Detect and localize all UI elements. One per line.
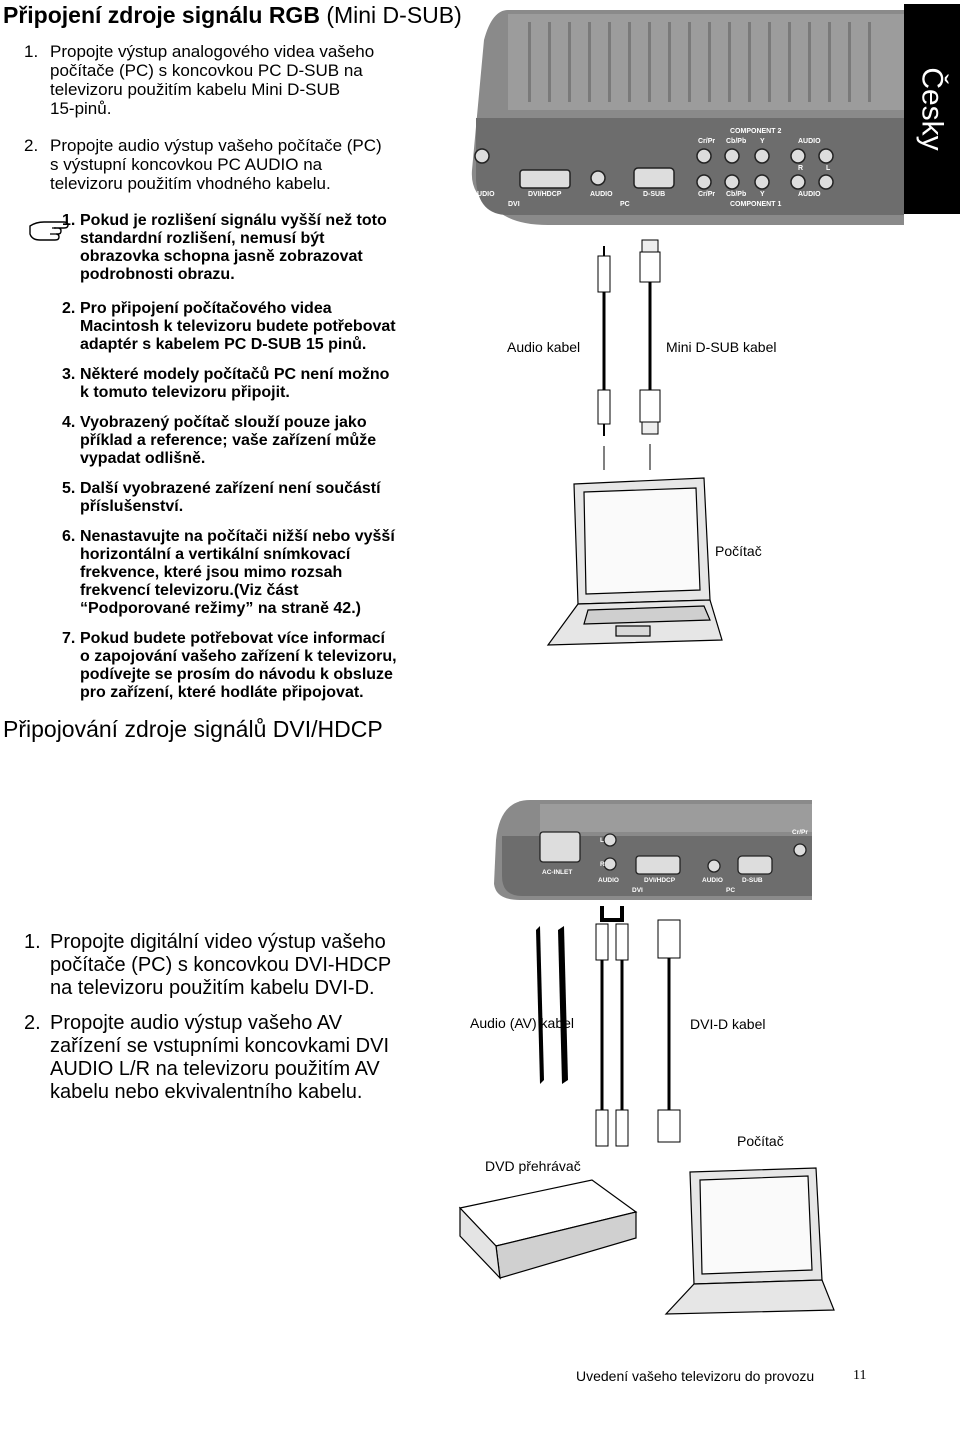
audio-jack-icon	[475, 149, 489, 163]
label-computer-2: Počítač	[737, 1133, 784, 1149]
note-text: Některé modely počítačů PC není možno k tomuto televizoru připojit.	[80, 366, 390, 401]
label-dvd-player: DVD přehrávač	[485, 1158, 581, 1174]
panel-y-2: Y	[760, 191, 765, 198]
note-text: Pro připojení počítačového videa Macintosh k televizoru budete potřebovat adaptér s kabelem PC D-SUB 15 pinů.	[80, 300, 396, 353]
section-title-bold: Připojení zdroje signálu RGB	[3, 2, 320, 28]
note-number: 6.	[62, 528, 76, 545]
note-text: Vyobrazený počítač slouží pouze jako příklad a reference; vaše zařízení může vypadat odlišně.	[80, 414, 377, 467]
panel-component2: COMPONENT 2	[730, 128, 782, 135]
panel-crpr-2: Cr/Pr	[698, 191, 716, 198]
step-number: 1.	[24, 931, 41, 953]
panel2-crpr: Cr/Pr	[792, 829, 808, 836]
panel-component1: COMPONENT 1	[730, 201, 782, 208]
footer-text: Uvedení vašeho televizoru do provozu	[576, 1368, 815, 1384]
laptop-icon	[548, 478, 722, 645]
panel-dvi: DVI	[508, 201, 520, 208]
section-title-dvi: Připojování zdroje signálů DVI/HDCP	[3, 716, 383, 742]
av-cable-icon	[596, 906, 628, 1146]
label-audio-cable: Audio kabel	[507, 339, 581, 355]
note-number: 7.	[62, 630, 76, 647]
audio-cable-icon	[598, 246, 610, 470]
panel-audio-pc: AUDIO	[590, 191, 613, 198]
label-dvid-cable: DVI-D kabel	[690, 1016, 766, 1032]
panel-audio-top: AUDIO	[798, 138, 821, 145]
note-text: Další vyobrazené zařízení není součástí příslušenství.	[80, 480, 381, 515]
step-text: Propojte digitální video výstup vašeho počítače (PC) s koncovkou DVI-HDCP na televizoru použitím kabelu DVI-D.	[50, 931, 392, 999]
panel2-audio-pc: AUDIO	[702, 877, 723, 884]
panel-audio-left: AUDIO	[472, 191, 495, 198]
label-computer: Počítač	[715, 543, 762, 559]
cable-bundle-icon	[536, 926, 568, 1084]
section-title-paren: (Mini D-SUB)	[326, 2, 462, 28]
page-number: 11	[853, 1368, 867, 1383]
panel-r: R	[798, 165, 804, 172]
dsub-port-icon	[634, 168, 674, 188]
note-number: 4.	[62, 414, 76, 431]
step-text: Propojte audio výstup vašeho počítače (PC) s výstupní koncovkou PC AUDIO na televizoru použitím vhodného kabelu.	[50, 136, 382, 193]
panel-audio-2: AUDIO	[798, 191, 821, 198]
note-number: 1.	[62, 212, 76, 229]
note-text: Pokud je rozlišení signálu vyšší než toto standardní rozlišení, nemusí být obrazovka schopna jasně zobrazovat podrobnosti obrazu.	[80, 212, 387, 283]
label-av-cable: Audio (AV) kabel	[470, 1015, 575, 1031]
note-number: 5.	[62, 480, 76, 497]
panel-y: Y	[760, 138, 765, 145]
pc-audio-jack-icon	[591, 171, 605, 185]
panel2-l: L	[600, 837, 604, 844]
dvi-hdcp-port-icon	[636, 856, 680, 874]
note-number: 2.	[62, 300, 76, 317]
panel-dsub: D-SUB	[643, 191, 666, 198]
panel2-r: R	[600, 861, 605, 868]
mini-dsub-cable-icon	[640, 240, 660, 470]
panel-pc: PC	[620, 201, 630, 208]
panel-crpr: Cr/Pr	[698, 138, 716, 145]
section-title-rgb	[3, 2, 462, 29]
step-text: Propojte audio výstup vašeho AV zařízení se vstupními koncovkami DVI AUDIO L/R na televizoru použitím AV kabelu nebo ekvivalentního kabelu.	[50, 1012, 390, 1103]
dsub-port-icon-2	[738, 856, 772, 874]
panel2-dvi: DVI	[632, 887, 643, 894]
step-number: 2.	[24, 1012, 41, 1034]
language-tab-label: Česky	[916, 67, 950, 151]
panel2-dvi-hdcp: DVI/HDCP	[644, 877, 676, 884]
step-number: 2.	[24, 136, 39, 155]
panel2-pc: PC	[726, 887, 736, 894]
panel2-dsub: D-SUB	[742, 877, 763, 884]
note-text: Nenastavujte na počítači nižší nebo vyšší horizontální a vertikální snímkovací frekvence, které jsou mimo rozsah frekvencí televizoru.(Viz část “Podporované režimy” na straně 42.)	[80, 528, 395, 617]
panel-dvi-hdcp: DVI/HDCP	[528, 191, 562, 198]
panel2-audio: AUDIO	[598, 877, 619, 884]
note-text: Pokud budete potřebovat více informací o zapojování vašeho zařízení k televizoru, podívejte se prosím do návodu k obsluze pro zařízení, které hodláte připojovat.	[80, 630, 397, 701]
ac-inlet-icon	[540, 832, 580, 862]
panel2-ac-inlet: AC-INLET	[542, 869, 573, 876]
language-tab	[904, 4, 960, 214]
panel-cbpb: Cb/Pb	[726, 138, 747, 145]
panel-cbpb-2: Cb/Pb	[726, 191, 747, 198]
dvi-port-icon	[520, 170, 570, 188]
step-number: 1.	[24, 42, 39, 61]
label-mini-dsub-cable: Mini D-SUB kabel	[666, 339, 777, 355]
note-number: 3.	[62, 366, 76, 383]
panel-l: L	[826, 165, 831, 172]
step-text: Propojte výstup analogového videa vašeho počítače (PC) s koncovkou PC D-SUB na televizoru použitím kabelu Mini D-SUB 15-pinů.	[50, 42, 375, 118]
dvi-connection-diagram	[440, 780, 960, 1320]
dvd-player-icon	[460, 1180, 636, 1278]
laptop-icon-2	[666, 1168, 834, 1314]
dvi-d-cable-icon	[658, 920, 680, 1142]
